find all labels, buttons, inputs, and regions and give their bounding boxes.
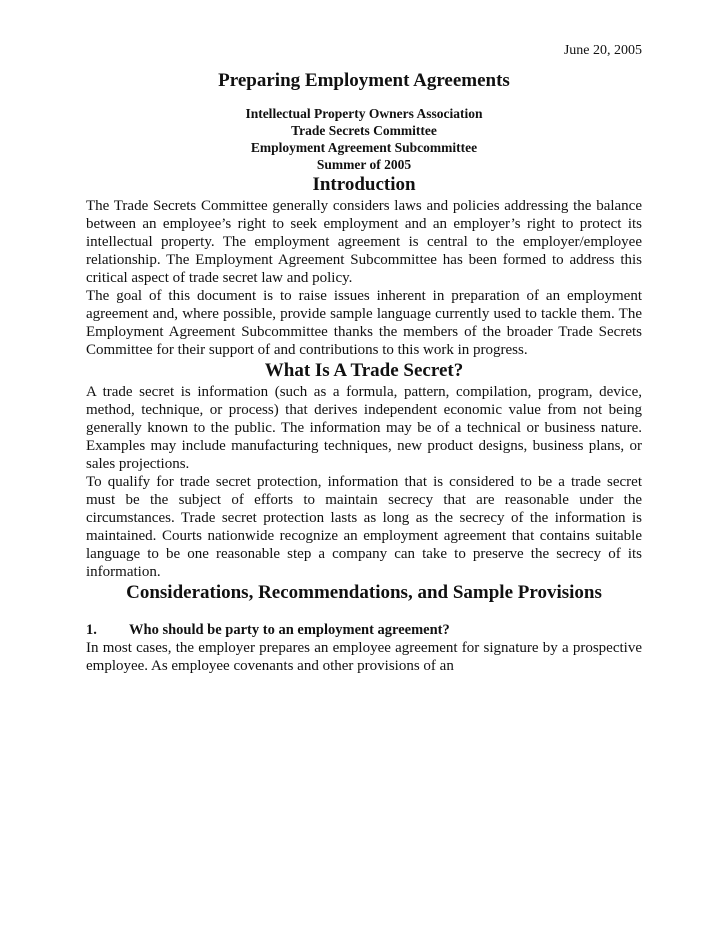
section-heading-considerations: Considerations, Recommendations, and Sample Provisions xyxy=(126,582,602,603)
document-date: June 20, 2005 xyxy=(563,43,642,58)
introduction-paragraph-2: The goal of this document is to raise issues inherent in preparation of an employment agreement and, where possible, provide sample language currently used to tackle them. The Employment Agreement Subcommittee thanks the members of the broader Trade Secrets Committee for their support of and contributions to this work in progress. xyxy=(86,288,642,358)
organization-name: Intellectual Property Owners Association xyxy=(245,106,483,121)
introduction-paragraph-1: The Trade Secrets Committee generally considers laws and policies addressing the balance between an employee’s right to seek employment and an employer’s right to protect its intellectual property. The employment agreement is central to the employer/employee relationship. The Employment Agreement Subcommittee has been formed to address this critical aspect of trade secret law and policy. xyxy=(86,198,642,286)
question-number: 1. xyxy=(86,622,97,638)
document-title: Preparing Employment Agreements xyxy=(218,70,510,91)
document-season: Summer of 2005 xyxy=(316,157,412,172)
committee-name: Trade Secrets Committee xyxy=(291,123,437,138)
subcommittee-name: Employment Agreement Subcommittee xyxy=(250,140,478,155)
question-text: Who should be party to an employment agreement? xyxy=(129,622,450,638)
organization-block xyxy=(86,105,642,173)
question-item xyxy=(86,621,642,639)
section-heading-introduction: Introduction xyxy=(312,174,416,195)
question-answer-paragraph: In most cases, the employer prepares an employee agreement for signature by a prospective employee. As employee covenants and other provisions of an xyxy=(86,640,642,674)
section-heading-trade-secret: What Is A Trade Secret? xyxy=(264,360,464,381)
trade-secret-paragraph-2: To qualify for trade secret protection, information that is considered to be a trade secret must be the subject of efforts to maintain secrecy that are reasonable under the circumstances. Trade secret protection lasts as long as the secrecy of the information is maintained. Courts nationwide recognize an employment agreement that contains suitable language to be one reasonable step a company can take to preserve the secrecy of its information. xyxy=(86,474,642,580)
trade-secret-paragraph-1: A trade secret is information (such as a formula, pattern, compilation, program, device, method, technique, or process) that derives independent economic value from not being generally known to the public. The information may be of a technical or business nature. Examples may include manufacturing techniques, new product designs, business plans, or sales projections. xyxy=(86,384,642,472)
